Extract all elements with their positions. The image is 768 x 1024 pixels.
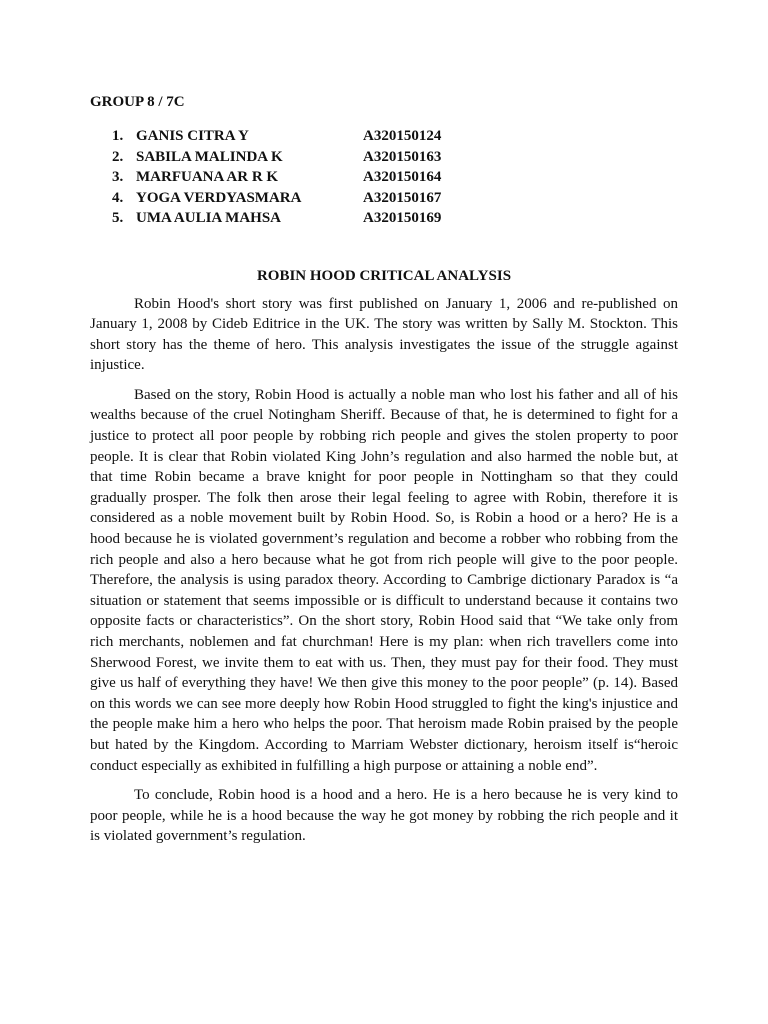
member-student-id: A320150169	[363, 210, 442, 226]
document-page	[90, 92, 678, 856]
member-row	[112, 126, 678, 147]
member-name: UMA AULIA MAHSA	[136, 210, 282, 226]
paragraph-body: Based on the story, Robin Hood is actually a noble man who lost his father and all of his wealths because of the cruel Notingham Sheriff. Because of that, he is determined to fight for a justice to protect all poor people by robbing rich people and gives the stolen property to poor people. It is clear that Robin violated King John’s regulation and also harmed the noble but, at that time Robin became a brave knight for poor people in Nottingham so that they could gradually prosper. The folk then arose their legal feeling to agree with Robin, therefore it is considered as a noble movement built by Robin Hood. So, is Robin a hood or a hero? He is a hood because he is violated government’s regulation and become a robber who robbing from the rich people and also a hero because what he got from rich people will give to the poor people. Therefore, the analysis is using paradox theory. According to Cambrige dictionary Paradox is “a situation or statement that seems impossible or is difficult to understand because it contains two opposite facts or characteristics”. On the short story, Robin Hood said that “We take only from rich merchants, noblemen and fat churchman! Here is my plan: when rich travellers come into Sherwood Forest, we invite them to eat with us. Then, they must pay for their food. They must give us half of everything they have! We then give this money to the poor people” (p. 14). Based on this words we can see more deeply how Robin Hood struggled to fight the king's injustice and the people make him a hero who helps the poor. That heroism made Robin praised by the people but hated by the Kingdom. According to Marriam Webster dictionary, heroism itself is“heroic conduct especially as exhibited in fulfilling a high purpose or attaining a noble end”.	[90, 386, 678, 774]
member-student-id: A320150163	[363, 148, 442, 165]
member-name: GANIS CITRA Y	[136, 128, 249, 144]
member-number: 5.	[112, 210, 124, 226]
member-number: 4.	[112, 189, 124, 206]
member-row	[112, 208, 678, 229]
member-list	[90, 126, 678, 229]
member-row	[112, 188, 678, 209]
document-title: ROBIN HOOD CRITICAL ANALYSIS	[256, 267, 512, 284]
member-student-id: A320150167	[363, 189, 442, 206]
member-row	[112, 147, 678, 168]
member-name: SABILA MALINDA K	[136, 148, 283, 165]
member-name: YOGA VERDYASMARA	[136, 189, 302, 206]
member-number: 3.	[112, 169, 124, 185]
paragraph-introduction: Robin Hood's short story was first published on January 1, 2006 and re-published on January 1, 2008 by Cideb Editrice in the UK. The story was written by Sally M. Stockton. This short story has the theme of hero. This analysis investigates the issue of the struggle against injustice.	[90, 295, 678, 374]
member-number: 1.	[112, 128, 124, 144]
member-row	[112, 167, 678, 188]
member-number: 2.	[112, 148, 124, 165]
member-name: MARFUANA AR R K	[136, 169, 279, 185]
paragraph-conclusion: To conclude, Robin hood is a hood and a hero. He is a hero because he is very kind to poor people, while he is a hood because the way he got money by robbing the rich people and it is violated government’s regulation.	[90, 787, 678, 845]
member-student-id: A320150164	[363, 169, 442, 185]
group-heading: GROUP 8 / 7C	[90, 94, 185, 110]
member-student-id: A320150124	[363, 128, 442, 144]
